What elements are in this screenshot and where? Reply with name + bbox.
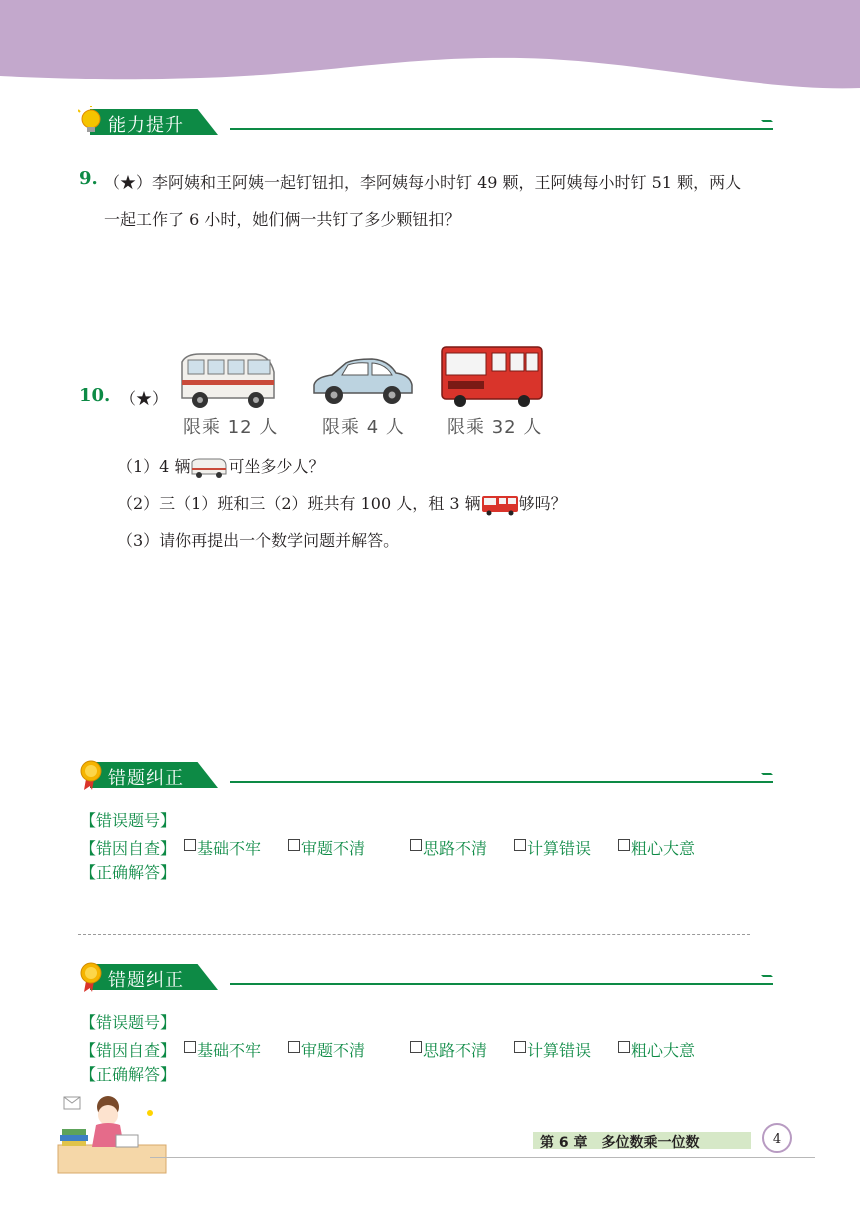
sub-question-2: [117, 491, 567, 516]
bus-icon: [481, 494, 519, 516]
question-text: 一起工作了 6 小时，她们俩一共钉了多少颗钮扣？: [104, 210, 461, 229]
reason-option[interactable]: [288, 1038, 365, 1061]
section-header-correction: [78, 964, 783, 990]
option-label: 计算错误: [527, 1041, 592, 1060]
option-label: 粗心大意: [631, 1041, 696, 1060]
bus-image: [440, 345, 545, 407]
vehicle-label: 限乘 12 人: [183, 417, 279, 438]
question-number: 10.: [79, 385, 111, 406]
reason-label: 【错因自查】: [80, 839, 177, 858]
chapter-label: 第 6 章 多位数乘一位数: [540, 1135, 700, 1151]
checkbox[interactable]: [618, 1041, 630, 1053]
section-rule-tail: [761, 120, 783, 132]
section-header-correction: [78, 762, 783, 788]
checkbox[interactable]: [410, 839, 422, 851]
reason-option[interactable]: [618, 1038, 695, 1061]
girl-reading-illustration: [56, 1085, 168, 1175]
section-title: 错题纠正: [108, 970, 184, 991]
checkbox[interactable]: [514, 839, 526, 851]
section-title: 能力提升: [108, 115, 184, 136]
header-banner: [0, 0, 860, 95]
minibus-image: [178, 350, 278, 410]
reason-option[interactable]: [184, 836, 261, 859]
answer-label: 【正确解答】: [80, 863, 177, 882]
checkbox[interactable]: [410, 1041, 422, 1053]
vehicle-label: 限乘 32 人: [447, 417, 543, 438]
car-image: [310, 355, 415, 407]
reason-option[interactable]: [514, 836, 591, 859]
question-star: （★）: [120, 389, 169, 408]
section-title: 错题纠正: [108, 768, 184, 789]
minibus-icon: [190, 457, 228, 479]
section-rule: [230, 781, 773, 783]
sub-question-text: 可坐多少人？: [228, 457, 325, 476]
reason-label: 【错因自查】: [80, 1041, 177, 1060]
checkbox[interactable]: [184, 839, 196, 851]
reason-option[interactable]: [618, 836, 695, 859]
answer-label: 【正确解答】: [80, 1065, 177, 1084]
reason-option[interactable]: [410, 836, 487, 859]
reason-option[interactable]: [184, 1038, 261, 1061]
checkbox[interactable]: [288, 1041, 300, 1053]
reason-option[interactable]: [514, 1038, 591, 1061]
section-rule: [230, 128, 773, 130]
sub-question-1: [117, 454, 324, 479]
divider: [78, 934, 750, 935]
wrong-number-label: 【错误题号】: [80, 811, 177, 830]
vehicle-label: 限乘 4 人: [322, 417, 405, 438]
checkbox[interactable]: [514, 1041, 526, 1053]
option-label: 思路不清: [423, 1041, 488, 1060]
lightbulb-icon: [78, 106, 106, 138]
section-rule-tail: [761, 975, 783, 987]
footer-baseline: [150, 1157, 815, 1158]
reason-option[interactable]: [410, 1038, 487, 1061]
sub-question-text: （1）4 辆: [117, 457, 191, 476]
option-label: 审题不清: [301, 839, 366, 858]
sub-question-3: （3）请你再提出一个数学问题并解答。: [117, 531, 400, 550]
page-number: 4: [762, 1123, 792, 1153]
reason-option[interactable]: [288, 836, 365, 859]
option-label: 审题不清: [301, 1041, 366, 1060]
sub-question-text: （2）三（1）班和三（2）班共有 100 人，租 3 辆: [117, 494, 481, 513]
option-label: 粗心大意: [631, 839, 696, 858]
section-rule-tail: [761, 773, 783, 785]
checkbox[interactable]: [288, 839, 300, 851]
section-rule: [230, 983, 773, 985]
medal-icon: [78, 759, 106, 791]
checkbox[interactable]: [184, 1041, 196, 1053]
wrong-number-label: 【错误题号】: [80, 1013, 177, 1032]
option-label: 计算错误: [527, 839, 592, 858]
option-label: 思路不清: [423, 839, 488, 858]
medal-icon: [78, 961, 106, 993]
option-label: 基础不牢: [197, 839, 262, 858]
sub-question-text: 够吗？: [518, 494, 567, 513]
section-header-ability: [78, 109, 783, 135]
checkbox[interactable]: [618, 839, 630, 851]
question-text: （★）李阿姨和王阿姨一起钉钮扣，李阿姨每小时钉 49 颗，王阿姨每小时钉 51 颗，两人: [104, 173, 742, 192]
option-label: 基础不牢: [197, 1041, 262, 1060]
question-number: 9.: [79, 168, 98, 189]
